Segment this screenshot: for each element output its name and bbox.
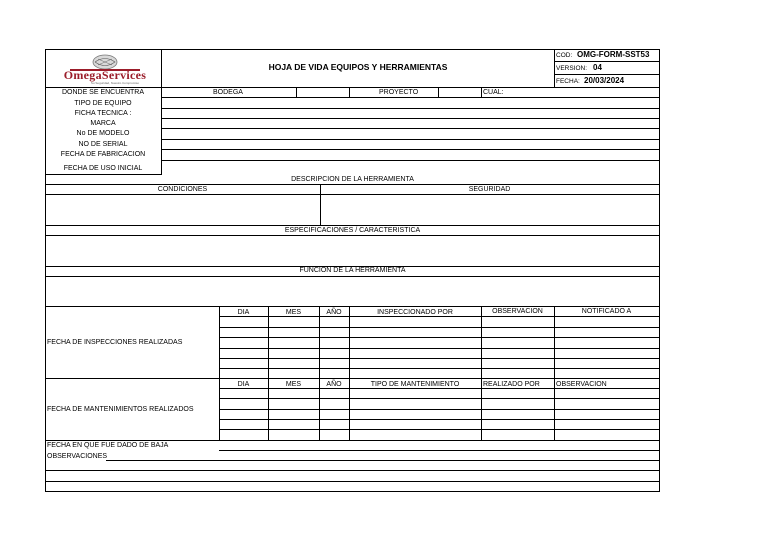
mant-header-mes: MES: [285, 381, 302, 388]
grid-line: [45, 276, 660, 277]
grid-line: [219, 358, 659, 359]
grid-line: [554, 61, 659, 62]
grid-line: [296, 87, 297, 97]
insp-header-ano: AÑO: [326, 309, 342, 316]
proyecto-label: PROYECTO: [379, 89, 419, 96]
cual-label: CUAL:: [483, 89, 504, 96]
grid-line: [161, 139, 659, 140]
grid-line: [161, 149, 659, 150]
grid-line: [45, 194, 660, 195]
serial-label: NO DE SERIAL: [78, 141, 128, 148]
baja-label: FECHA EN QUE FUE DADO DE BAJA: [47, 442, 169, 449]
company-logo: [50, 52, 160, 86]
grid-line: [161, 118, 659, 119]
ficha-tecnica-label: FICHA TECNICA :: [74, 110, 132, 117]
fabricacion-label: FECHA DE FABRICACION: [60, 151, 146, 158]
fecha-label: FECHA:: [556, 78, 580, 85]
frame-bottom: [45, 491, 660, 492]
insp-header-notificado: NOTIFICADO A: [581, 308, 632, 315]
grid-line: [45, 378, 660, 379]
grid-line: [161, 108, 659, 109]
seguridad-heading: SEGURIDAD: [468, 186, 511, 193]
grid-line: [161, 128, 659, 129]
mant-header-tipo: TIPO DE MANTENIMIENTO: [370, 381, 460, 388]
tipo-equipo-label: TIPO DE EQUIPO: [74, 100, 132, 107]
uso-inicial-label: FECHA DE USO INICIAL: [63, 165, 143, 172]
funcion-heading: FUNCION DE LA HERRAMIENTA: [299, 267, 406, 274]
grid-line: [438, 87, 439, 97]
logo-text: OmegaServices: [63, 68, 147, 82]
mant-header-dia: DIA: [237, 381, 250, 388]
grid-line: [219, 429, 659, 430]
modelo-label: No DE MODELO: [76, 130, 130, 137]
grid-line: [219, 327, 659, 328]
cod-label: COD:: [556, 52, 573, 59]
marca-label: MARCA: [90, 120, 116, 127]
grid-line: [219, 398, 659, 399]
insp-header-mes: MES: [285, 309, 302, 316]
mant-header-observacion: OBSERVACION: [556, 381, 607, 388]
grid-line: [219, 419, 659, 420]
grid-line: [219, 348, 659, 349]
inspecciones-label: FECHA DE INSPECCIONES REALIZADAS: [47, 339, 183, 346]
grid-line: [554, 49, 555, 87]
mant-header-realizado: REALIZADO POR: [483, 381, 540, 388]
version-value: 04: [593, 63, 602, 72]
grid-line: [161, 97, 659, 98]
grid-line: [45, 235, 660, 236]
grid-line: [320, 184, 321, 225]
grid-line: [554, 74, 659, 75]
form-title: HOJA DE VIDA EQUIPOS Y HERRAMIENTAS: [268, 62, 448, 72]
grid-line: [219, 409, 659, 410]
observaciones-label: OBSERVACIONES: [47, 453, 108, 460]
grid-line: [161, 160, 659, 161]
grid-line: [481, 87, 482, 97]
version-label: VERSION:: [556, 65, 588, 72]
frame-top: [45, 49, 660, 50]
condiciones-heading: CONDICIONES: [157, 186, 208, 193]
descripcion-heading: DESCRIPCION DE LA HERRAMIENTA: [291, 176, 414, 183]
grid-line: [106, 460, 659, 461]
cod-value: OMG-FORM-SST53: [577, 50, 650, 59]
grid-line: [349, 87, 350, 97]
donde-label: DONDE SE ENCUENTRA: [61, 89, 145, 96]
especificaciones-heading: ESPECIFICACIONES / CARACTERISTICA: [284, 227, 421, 234]
mant-header-ano: AÑO: [326, 381, 342, 388]
insp-header-observacion: OBSERVACION: [492, 308, 543, 315]
fecha-value: 20/03/2024: [584, 76, 625, 85]
grid-line: [219, 368, 659, 369]
grid-line: [45, 481, 660, 482]
logo-tagline: Su Seguridad, Nuestro Compromiso: [90, 81, 140, 85]
bodega-label: BODEGA: [213, 89, 243, 96]
insp-header-inspeccionado: INSPECCIONADO POR: [377, 309, 453, 316]
mantenimientos-label: FECHA DE MANTENIMIENTOS REALIZADOS: [47, 406, 194, 413]
insp-header-dia: DIA: [237, 309, 250, 316]
grid-line: [45, 470, 660, 471]
grid-line: [219, 337, 659, 338]
grid-line: [219, 450, 659, 451]
